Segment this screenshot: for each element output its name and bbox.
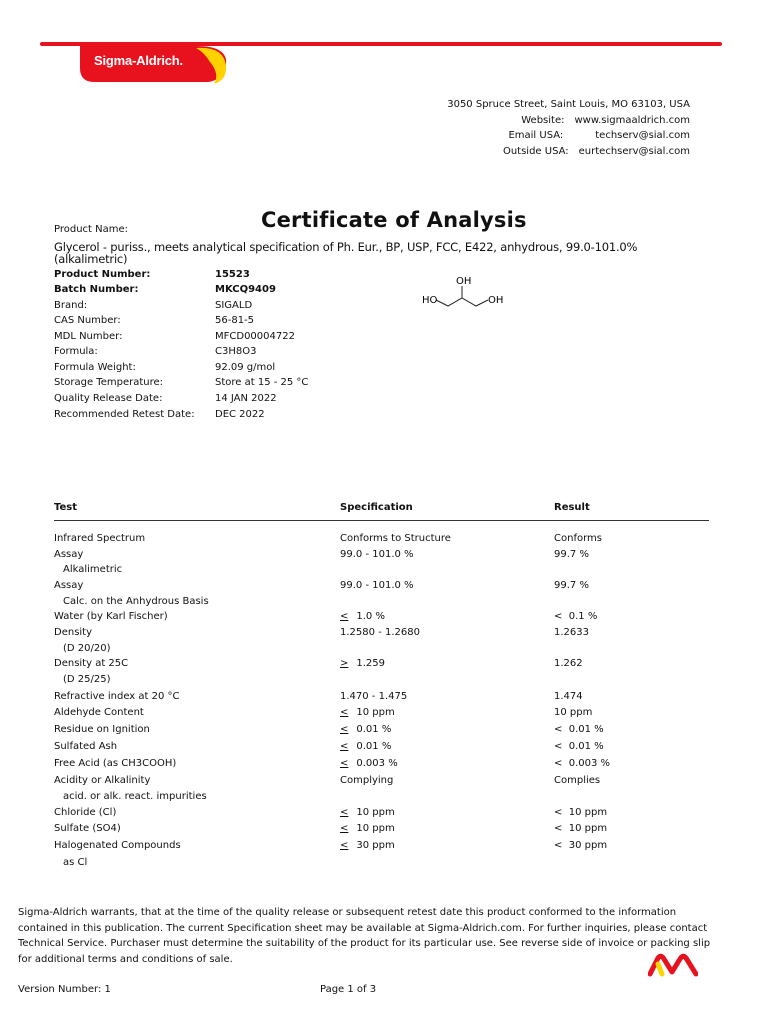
- website-link[interactable]: www.sigmaaldrich.com: [574, 115, 690, 126]
- warranty-text: Sigma-Aldrich warrants, that at the time of the quality release or subsequent retest date this product conformed to the information contained in this publication. The current Specification sheet may be available at Sigma-Aldrich.com. For further inquiries, please contact Technical Service. Purchaser must determine the suitability of the product for its particular use. See reverse side of invoice or packing slip for additional terms and conditions of sale.: [18, 907, 711, 965]
- info-key: Formula Weight:: [54, 362, 136, 373]
- address-street: 3050 Spruce Street, Saint Louis, MO 63103, USA: [447, 99, 690, 110]
- info-value: 15523: [215, 269, 250, 280]
- result-cell: < 0.003 %: [554, 758, 611, 769]
- test-cell: Aldehyde Content: [54, 707, 144, 718]
- spec-value: 99.0 - 101.0 %: [340, 549, 414, 560]
- spec-operator: <: [340, 807, 349, 818]
- outside-label: Outside USA:: [502, 146, 569, 157]
- test-cell: Residue on Ignition: [54, 724, 150, 735]
- test-cell: Assay: [54, 549, 84, 560]
- spec-operator: >: [340, 658, 349, 669]
- table-row: [0, 611, 768, 627]
- table-row: [0, 823, 768, 839]
- test-cell: Chloride (Cl): [54, 807, 117, 818]
- result-cell: Conforms: [554, 533, 602, 544]
- version-number: Version Number: 1: [18, 984, 111, 995]
- info-value: 56-81-5: [215, 315, 255, 326]
- table-row: [0, 674, 768, 690]
- spec-cell: [340, 807, 395, 818]
- merck-m-logo: [648, 952, 698, 978]
- result-cell: 99.7 %: [554, 580, 589, 591]
- table-row: [0, 775, 768, 791]
- spec-value: 1.470 - 1.475: [340, 691, 408, 702]
- col-header-result: Result: [554, 502, 590, 513]
- table-row: [0, 643, 768, 659]
- result-cell: < 0.01 %: [554, 724, 604, 735]
- spec-value: 0.01 %: [356, 724, 392, 735]
- info-value: SIGALD: [215, 300, 253, 311]
- spec-operator: <: [340, 724, 349, 735]
- test-cell: Assay: [54, 580, 84, 591]
- info-value: MFCD00004722: [215, 331, 295, 342]
- result-cell: 99.7 %: [554, 549, 589, 560]
- spec-cell: [340, 840, 395, 851]
- table-row: [0, 807, 768, 823]
- product-name-label: Product Name:: [54, 224, 129, 235]
- product-name: Glycerol - puriss., meets analytical specification of Ph. Eur., BP, USP, FCC, E422, anhydrous, 99.0-101.0% (alkalimetric): [54, 240, 638, 266]
- spec-operator: <: [340, 707, 349, 718]
- document-title: Certificate of Analysis: [261, 208, 527, 232]
- test-cell: Water (by Karl Fischer): [54, 611, 168, 622]
- table-row: [0, 741, 768, 757]
- table-row: [0, 707, 768, 723]
- spec-cell: [340, 549, 414, 560]
- info-value: MKCQ9409: [215, 284, 276, 295]
- test-cell: Free Acid (as CH3COOH): [54, 758, 177, 769]
- table-row: [0, 564, 768, 580]
- glycerol-structure: [418, 272, 518, 312]
- info-value: C3H8O3: [215, 346, 257, 357]
- spec-operator: <: [340, 823, 349, 834]
- info-value: 14 JAN 2022: [215, 393, 277, 404]
- spec-cell: [340, 691, 407, 702]
- test-cell: (D 20/20): [63, 643, 111, 654]
- result-cell: < 10 ppm: [554, 823, 608, 834]
- table-row: [0, 758, 768, 774]
- info-value: Store at 15 - 25 °C: [215, 377, 309, 388]
- spec-cell: [340, 758, 398, 769]
- spec-cell: [340, 611, 385, 622]
- spec-value: 1.0 %: [356, 611, 385, 622]
- info-value: DEC 2022: [215, 409, 265, 420]
- test-cell: as Cl: [63, 857, 88, 868]
- col-header-spec: Specification: [340, 502, 413, 513]
- col-header-test: Test: [54, 502, 78, 513]
- result-cell: 1.474: [554, 691, 583, 702]
- table-row: [0, 580, 768, 596]
- spec-cell: [340, 823, 395, 834]
- table-row: [0, 791, 768, 807]
- sigma-aldrich-logo: [78, 44, 228, 88]
- result-cell: 1.2633: [554, 627, 589, 638]
- test-cell: acid. or alk. react. impurities: [63, 791, 207, 802]
- spec-value: 1.259: [356, 658, 386, 669]
- result-cell: < 0.1 %: [554, 611, 598, 622]
- address-email: [508, 128, 690, 143]
- spec-operator: <: [340, 611, 349, 622]
- spec-cell: [340, 658, 385, 669]
- spec-operator: <: [340, 758, 349, 769]
- table-row: [0, 549, 768, 565]
- table-row: [0, 840, 768, 856]
- result-cell: Complies: [554, 775, 601, 786]
- outside-email-link[interactable]: eurtechserv@sial.com: [578, 146, 690, 157]
- result-cell: < 30 ppm: [554, 840, 608, 851]
- test-cell: Alkalimetric: [63, 564, 123, 575]
- address-outside: [503, 144, 690, 159]
- spec-value: 10 ppm: [356, 823, 395, 834]
- info-key: Brand:: [54, 300, 88, 311]
- info-key: MDL Number:: [54, 331, 123, 342]
- result-cell: < 10 ppm: [554, 807, 608, 818]
- spec-value: Complying: [340, 775, 394, 786]
- email-label: Email USA:: [508, 130, 564, 141]
- test-cell: (D 25/25): [63, 674, 111, 685]
- spec-cell: [340, 580, 414, 591]
- info-key: Quality Release Date:: [54, 393, 163, 404]
- email-link[interactable]: techserv@sial.com: [595, 130, 690, 141]
- table-row: [0, 627, 768, 643]
- oh-top-label: OH: [456, 276, 472, 287]
- spec-value: 0.01 %: [356, 741, 392, 752]
- spec-operator: <: [340, 840, 349, 851]
- spec-value: Conforms to Structure: [340, 533, 451, 544]
- info-key: Storage Temperature:: [54, 377, 164, 388]
- spec-cell: [340, 533, 451, 544]
- spec-value: 1.2580 - 1.2680: [340, 627, 420, 638]
- info-value: 92.09 g/mol: [215, 362, 276, 373]
- test-cell: Refractive index at 20 °C: [54, 691, 180, 702]
- info-key: Product Number:: [54, 269, 151, 280]
- table-row: [0, 596, 768, 612]
- table-row: [0, 724, 768, 740]
- spec-cell: [340, 627, 420, 638]
- test-cell: Density at 25C: [54, 658, 129, 669]
- spec-value: 30 ppm: [356, 840, 395, 851]
- info-key: Batch Number:: [54, 284, 139, 295]
- test-cell: Density: [54, 627, 93, 638]
- logo-text: Sigma-Aldrich.: [94, 53, 183, 68]
- result-cell: 10 ppm: [554, 707, 593, 718]
- website-label: Website:: [521, 115, 565, 126]
- info-key: Recommended Retest Date:: [54, 409, 195, 420]
- test-cell: Halogenated Compounds: [54, 840, 181, 851]
- test-cell: Acidity or Alkalinity: [54, 775, 151, 786]
- spec-operator: <: [340, 741, 349, 752]
- result-cell: 1.262: [554, 658, 583, 669]
- ho-left-label: HO: [422, 295, 438, 306]
- spec-value: 0.003 %: [356, 758, 398, 769]
- spec-cell: [340, 741, 391, 752]
- info-key: Formula:: [54, 346, 98, 357]
- test-cell: Sulfate (SO4): [54, 823, 121, 834]
- test-cell: Infrared Spectrum: [54, 533, 146, 544]
- test-cell: Calc. on the Anhydrous Basis: [63, 596, 209, 607]
- spec-cell: [340, 724, 391, 735]
- table-row: [0, 857, 768, 873]
- table-row: [0, 533, 768, 549]
- address-website: [521, 113, 690, 128]
- table-row: [0, 658, 768, 674]
- test-cell: Sulfated Ash: [54, 741, 118, 752]
- page-number: Page 1 of 3: [320, 984, 377, 995]
- spec-value: 10 ppm: [356, 707, 395, 718]
- result-cell: < 0.01 %: [554, 741, 604, 752]
- spec-value: 99.0 - 101.0 %: [340, 580, 414, 591]
- table-row: [0, 691, 768, 707]
- spec-cell: [340, 707, 395, 718]
- spec-cell: [340, 775, 393, 786]
- oh-right-label: OH: [488, 295, 504, 306]
- info-key: CAS Number:: [54, 315, 121, 326]
- table-header-rule: [54, 520, 709, 521]
- spec-value: 10 ppm: [356, 807, 395, 818]
